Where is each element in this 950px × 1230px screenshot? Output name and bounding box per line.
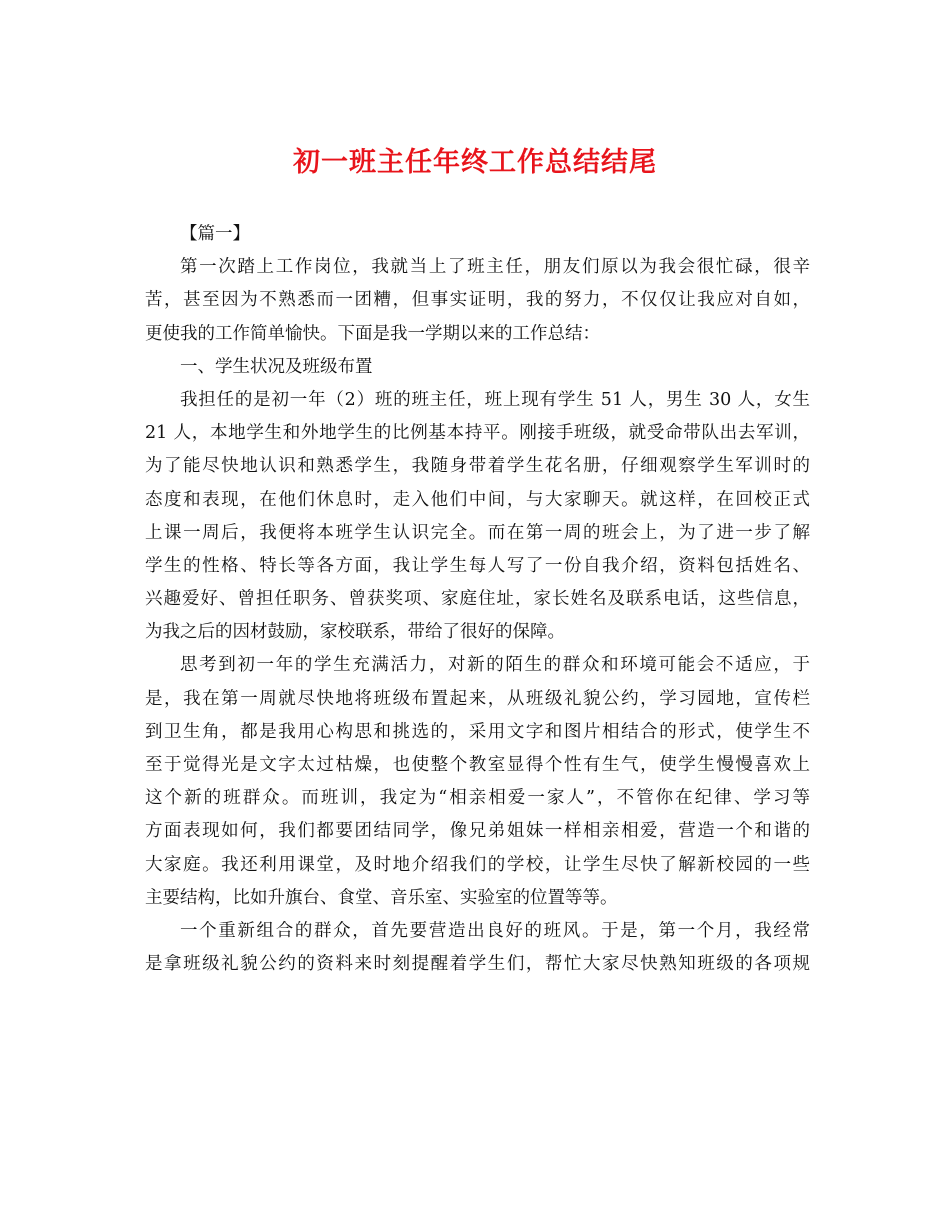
paragraph-line: 我担任的是初一年（2）班的班主任，班上现有学生 51 人，男生 30 人，女生: [180, 389, 810, 410]
paragraph-line: 这个新的班群众。而班训，我定为“相亲相爱一家人”，不管你在纪律、学习等: [145, 788, 810, 809]
paragraph-line: 主要结构，比如升旗台、食堂、音乐室、实验室的位置等等。: [145, 887, 618, 908]
paragraph-line: 态度和表现，在他们休息时，走入他们中间，与大家聊天。就这样，在回校正式: [145, 489, 810, 510]
paragraph-line: 为我之后的因材鼓励，家校联系，带给了很好的保障。: [145, 622, 565, 643]
paragraph-line: 大家庭。我还利用课堂，及时地介绍我们的学校，让学生尽快了解新校园的一些: [145, 854, 810, 875]
paragraph-line: 为了能尽快地认识和熟悉学生，我随身带着学生花名册，仔细观察学生军训时的: [145, 456, 810, 477]
paragraph-line: 是拿班级礼貌公约的资料来时刻提醒着学生们，帮忙大家尽快熟知班级的各项规: [145, 954, 810, 975]
paragraph-line: 是，我在第一周就尽快地将班级布置起来，从班级礼貌公约，学习园地，宣传栏: [145, 688, 810, 709]
section-heading-part-one: 【篇一】: [180, 224, 250, 244]
paragraph-line: 思考到初一年的学生充满活力，对新的陌生的群众和环境可能会不适应，于: [180, 655, 810, 676]
document-body: [145, 218, 810, 981]
paragraph-line: 第一次踏上工作岗位，我就当上了班主任，朋友们原以为我会很忙碌，很辛: [180, 257, 810, 278]
paragraph-line: 学生的性格、特长等各方面，我让学生每人写了一份自我介绍，资料包括姓名、: [145, 555, 810, 576]
paragraph-line: 方面表现如何，我们都要团结同学，像兄弟姐妹一样相亲相爱，营造一个和谐的: [145, 821, 810, 842]
document-title: 初一班主任年终工作总结结尾: [293, 147, 657, 178]
paragraph-line: 21 人，本地学生和外地学生的比例基本持平。刚接手班级，就受命带队出去军训，: [145, 423, 810, 444]
paragraph-line: 上课一周后，我便将本班学生认识完全。而在第一周的班会上，为了进一步了解: [145, 522, 810, 543]
paragraph-line: 苦，甚至因为不熟悉而一团糟，但事实证明，我的努力，不仅仅让我应对自如，: [145, 290, 810, 311]
paragraph-line: 兴趣爱好、曾担任职务、曾获奖项、家庭住址，家长姓名及联系电话，这些信息，: [145, 589, 810, 610]
paragraph-line: 至于觉得光是文字太过枯燥，也使整个教室显得个性有生气，使学生慢慢喜欢上: [145, 755, 810, 775]
paragraph-line: 到卫生角，都是我用心构思和挑选的，采用文字和图片相结合的形式，使学生不: [145, 721, 810, 742]
paragraph-line: 更使我的工作简单愉快。下面是我一学期以来的工作总结：: [145, 323, 600, 344]
paragraph-line: 一个重新组合的群众，首先要营造出良好的班风。于是，第一个月，我经常: [180, 920, 810, 941]
section-heading-student-status: 一、学生状况及班级布置: [180, 356, 373, 377]
